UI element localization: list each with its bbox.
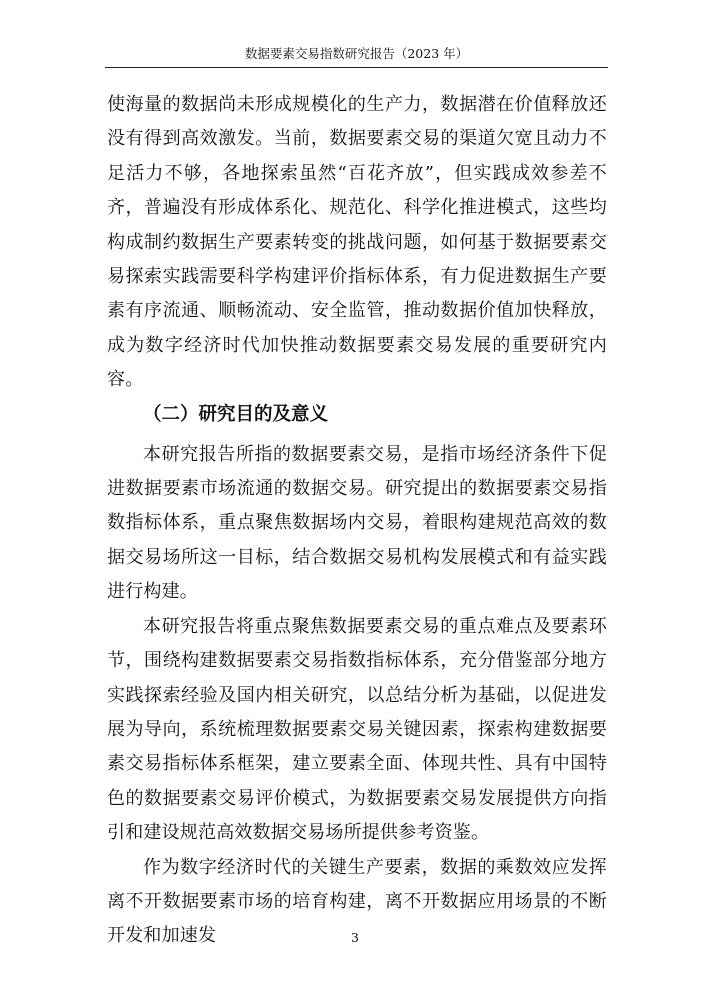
paragraph-significance: 作为数字经济时代的关键生产要素，数据的乘数效应发挥离不开数据要素市场的培育构建，离不开数据应用场景的不断开发和加速发	[107, 856, 607, 947]
paragraph-continued: 使海量的数据尚未形成规模化的生产力，数据潜在价值释放还没有得到高效激发。当前，数据要素交易的渠道欠宽且动力不足活力不够，各地探索虽然“百花齐放”，但实践成效参差不齐，普遍没有形成体系化、规范化、科学化推进模式，这些均构成制约数据生产要素转变的挑战问题，如何基于数据要素交易探索实践需要科学构建评价指标体系，有力促进数据生产要素有序流通、顺畅流动、安全监管，推动数据价值加快释放，成为数字经济时代加快推动数据要素交易发展的重要研究内容。	[107, 94, 607, 391]
body-text	[107, 88, 607, 954]
running-header: 数据要素交易指数研究报告（2023 年）	[244, 46, 469, 61]
paragraph-focus: 本研究报告将重点聚焦数据要素交易的重点难点及要素环节，围绕构建数据要素交易指数指标体系，充分借鉴部分地方实践探索经验及国内相关研究，以总结分析为基础，以促进发展为导向，系统梳理数据要素交易关键因素，探索构建数据要素交易指标体系框架，建立要素全面、体现共性、具有中国特色的数据要素交易评价模式，为数据要素交易发展提供方向指引和建设规范高效数据交易场所提供参考资鉴。	[107, 615, 607, 844]
section-heading: （二）研究目的及意义	[143, 403, 329, 425]
header-rule	[105, 67, 608, 68]
page-number: 3	[351, 930, 359, 945]
paragraph-definition: 本研究报告所指的数据要素交易，是指市场经济条件下促进数据要素市场流通的数据交易。研究提出的数据要素交易指数指标体系，重点聚焦数据场内交易，着眼构建规范高效的数据交易场所这一目标，结合数据交易机构发展模式和有益实践进行构建。	[107, 443, 607, 603]
